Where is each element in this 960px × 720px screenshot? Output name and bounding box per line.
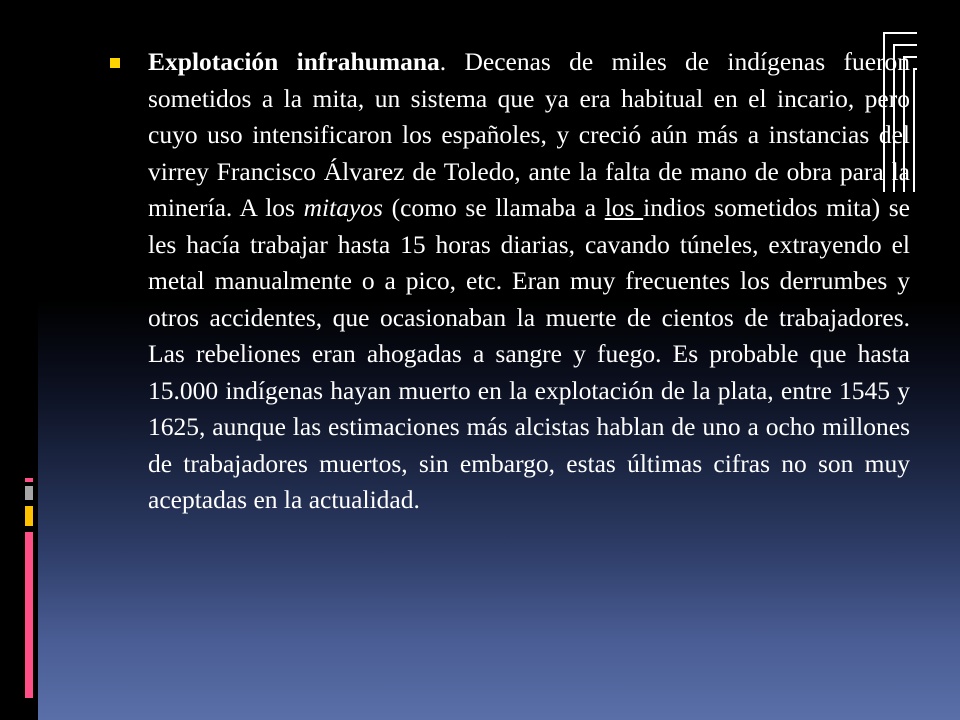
bullet-content <box>110 44 910 519</box>
paragraph-text-1: . Decenas de miles de indígenas fueron sometidos a la mita, un sistema que ya era habitual en el incario, pero cuyo uso intensificaron los españoles, y creció aún más a instancias del virrey Francisco Álvarez de Toledo, ante la falta de mano de obra para la minería. A los <box>148 47 911 222</box>
bar-pink-top <box>25 478 33 482</box>
bar-yellow <box>25 506 33 526</box>
square-bullet-icon <box>110 58 120 68</box>
paragraph-term: Explotación infrahumana <box>148 47 440 76</box>
bullet-paragraph <box>148 44 910 519</box>
paragraph-italic: mitayos <box>303 193 383 222</box>
bar-gray <box>25 486 33 500</box>
paragraph-underlined: los <box>604 193 644 222</box>
paragraph-text-2: (como se llamaba a <box>382 193 605 222</box>
paragraph-text-3: indios sometidos mita) se les hacía trabajar hasta 15 horas diarias, cavando túneles, extrayendo el metal manualmente o a pico, etc. Eran muy frecuentes los derrumbes y otros accidentes, que ocasionaban la muerte de cientos de trabajadores. Las rebeliones eran ahogadas a sangre y fuego. Es probable que hasta 15.000 indígenas hayan muerto en la explotación de la plata, entre 1545 y 1625, aunque las estimaciones más alcistas hablan de uno a ocho millones de trabajadores muertos, sin embargo, estas últimas cifras no son muy aceptadas en la actualidad. <box>148 193 910 514</box>
bar-pink <box>25 532 33 698</box>
